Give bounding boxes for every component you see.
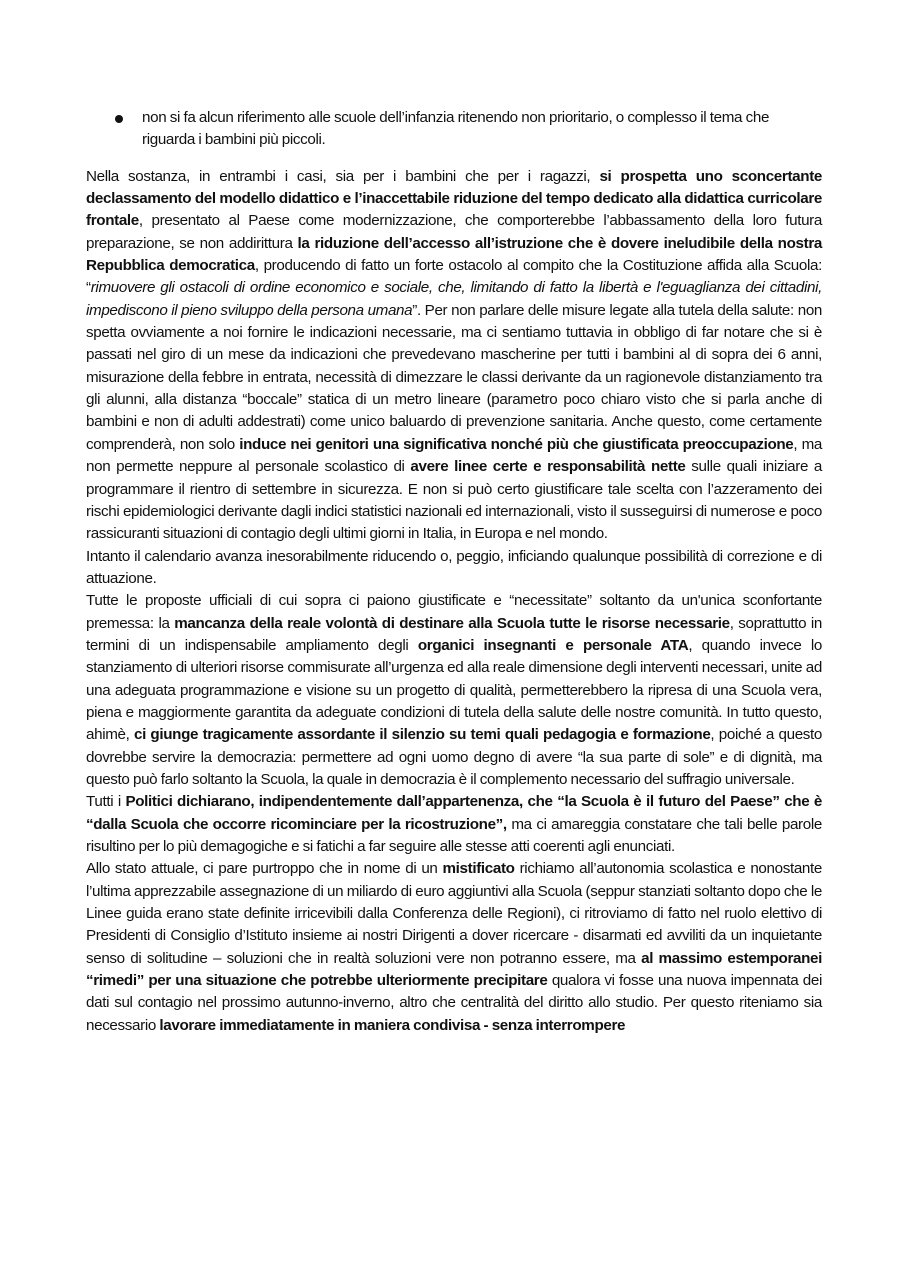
bold-emphasis: Politici dichiarano, indipendentemente dall’appartenenza, che “la Scuola è il futuro del Paese” che è “dalla Scuola che occorre ricominciare per la ricostruzione”, bbox=[86, 793, 823, 833]
bold-emphasis: lavorare immediatamente in maniera condivisa - senza interrompere bbox=[159, 1016, 626, 1034]
text-run: richiamo all’autonomia scolastica e nonostante l’ultima apprezzabile assegnazione di un miliardo di euro aggiuntivi alla Scuola (seppur stanziati soltanto dopo che le Linee guida erano state definite irricevibili dalla Conferenza delle Regioni), ci ritroviamo di fatto nel ruolo elettivo di Presidenti di Consiglio d’Istituto insieme ai nostri Dirigenti a dover ricercare - disarmati ed avviliti da un inquietante senso di solitudine – soluzioni che in realtà soluzioni vere non potranno essere, ma bbox=[86, 860, 822, 967]
bold-emphasis: la riduzione dell’accesso all’istruzione che è dovere ineludibile della nostra Repubblica democratica bbox=[86, 234, 822, 275]
bold-emphasis: organici insegnanti e personale ATA bbox=[417, 636, 689, 654]
text-run: qualora vi fosse una nuova impennata dei dati sul contagio nel prossimo autunno-inverno, altro che centralità del diritto allo studio. Per questo riteniamo sia necessario bbox=[86, 972, 822, 1034]
paragraph-1 bbox=[86, 166, 822, 546]
text-run: sulle quali iniziare a programmare il rientro di settembre in sicurezza. E non si può certo giustificare tale scelta con l’azzeramento dei rischi epidemiologici derivante dagli indici statistici nazionali ed internazionali, visto il susseguirsi di numerose e poco rassicuranti situazioni di contagio degli ultimi giorni in Italia, in Europa e nel mondo. bbox=[86, 458, 822, 543]
text-run: Intanto il calendario avanza inesorabilmente riducendo o, peggio, inficiando qualunque possibilità di correzione e di attuazione. bbox=[86, 547, 822, 587]
paragraph-3 bbox=[86, 590, 822, 791]
bold-emphasis: si prospetta uno sconcertante declassamento del modello didattico e l’inaccettabile riduzione del tempo dedicato alla didattica curricolare frontale bbox=[86, 167, 823, 230]
paragraph-5 bbox=[86, 858, 822, 1037]
bold-emphasis: al massimo estemporanei “rimedi” per una situazione che potrebbe ulteriormente precipitare bbox=[86, 949, 822, 990]
bold-emphasis: induce nei genitori una significativa nonché più che giustificata preoccupazione bbox=[239, 435, 794, 453]
text-run: , ma non permette neppure al personale scolastico di bbox=[86, 435, 822, 476]
bullet-list-item bbox=[86, 107, 822, 152]
text-run: ”. Per non parlare delle misure legate alla tutela della salute: non spetta ovviamente a noi fornire le indicazioni necessarie, ma ci sentiamo tuttavia in obbligo di far notare che si è passati nel giro di un mese da indicazioni che prevedevano mascherine per tutti i bambini al di sopra dei 6 anni, misurazione della febbre in entrata, necessità di dimezzare le classi derivante da un ragionevole distanziamento tra gli alunni, alla distanza “boccale” statica di un metro lineare (parametro poco chiaro visto che si parla anche di bambini e non di adulti addestrati) come unico baluardo di prevenzione sanitaria. Anche questo, come certamente comprenderà, non solo bbox=[86, 301, 823, 453]
text-run: Tutte le proposte ufficiali di cui sopra ci paiono giustificate e “necessitate” soltanto da un'unica sconfortante premessa: la bbox=[86, 592, 822, 632]
text-run: , producendo di fatto un forte ostacolo al compito che la Costituzione affida alla Scuola: “ bbox=[86, 257, 822, 297]
text-run: Tutti i bbox=[86, 793, 126, 811]
italic-quote: rimuovere gli ostacoli di ordine economico e sociale, che, limitando di fatto la libertà e l'eguaglianza dei cittadini, impediscono il pieno sviluppo della persona umana bbox=[86, 279, 822, 319]
document-page bbox=[86, 107, 822, 1037]
bold-emphasis: avere linee certe e responsabilità nette bbox=[410, 458, 686, 476]
bullet-text: non si fa alcun riferimento alle scuole dell’infanzia ritenendo non prioritario, o complesso il tema che riguarda i bambini più piccoli. bbox=[142, 109, 770, 149]
bold-emphasis: mistificato bbox=[442, 860, 515, 878]
text-run: , quando invece lo stanziamento di ulteriori risorse commisurate all’urgenza ed alla reale dimensione degli interventi necessari, unite ad una adeguata programmazione e visione su un progetto di qualità, permetterebbero la ripresa di una Scuola vera, piena e maggiormente garantita da adeguate condizioni di tutela della salute delle nostre comunità. In tutto questo, ahimè, bbox=[86, 636, 823, 744]
bold-emphasis: mancanza della reale volontà di destinare alla Scuola tutte le risorse necessarie bbox=[174, 614, 730, 632]
bullet-dot-icon bbox=[115, 115, 123, 123]
bold-emphasis: ci giunge tragicamente assordante il silenzio su temi quali pedagogia e formazione bbox=[133, 726, 711, 744]
paragraph-2 bbox=[86, 546, 822, 591]
text-run: Allo stato attuale, ci pare purtroppo che in nome di un bbox=[86, 860, 443, 878]
text-run: ma ci amareggia constatare che tali belle parole risultino per lo più demagogiche e si fatichi a far seguire alle stesse atti coerenti agli enunciati. bbox=[86, 815, 822, 855]
text-run: , presentato al Paese come modernizzazione, che comporterebbe l’abbassamento della loro futura preparazione, se non addirittura bbox=[86, 212, 822, 252]
text-run: , poiché a questo dovrebbe servire la democrazia: permettere ad ogni uomo degno di avere “la sua parte di sole” e di dignità, ma questo può farlo soltanto la Scuola, la quale in democrazia è il complemento necessario del suffragio universale. bbox=[86, 726, 822, 788]
text-run: Nella sostanza, in entrambi i casi, sia per i bambini che per i ragazzi, bbox=[86, 167, 600, 185]
text-run: , soprattutto in termini di un indispensabile ampliamento degli bbox=[86, 614, 823, 654]
paragraph-4 bbox=[86, 791, 822, 858]
